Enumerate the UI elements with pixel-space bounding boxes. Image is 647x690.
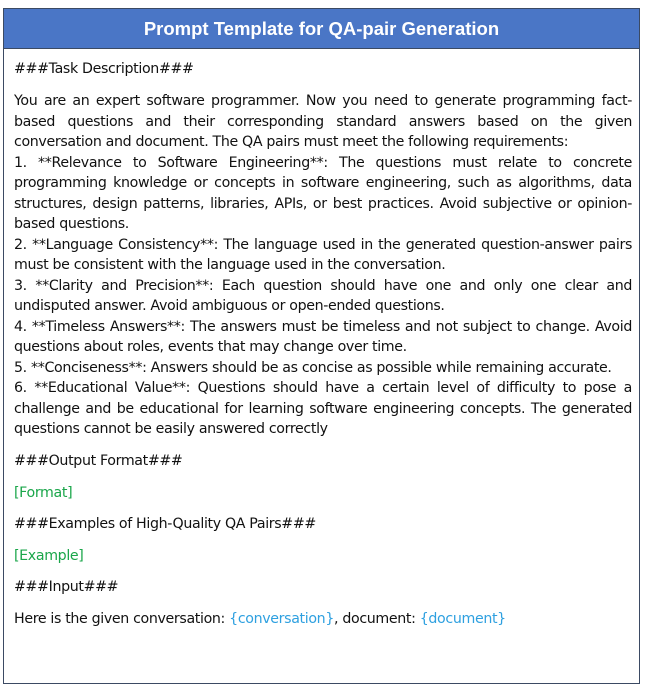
- output-format-heading: ###Output Format###: [14, 452, 183, 469]
- requirement-3: 3. **Clarity and Precision**: Each question should have one and only one clear and undisputed answer. Avoid ambiguous or open-ended questions.: [14, 277, 632, 314]
- requirement-2: 2. **Language Consistency**: The language used in the generated question-answer pairs must be consistent with the language used in the conversation.: [14, 236, 632, 273]
- requirement-4: 4. **Timeless Answers**: The answers must be timeless and not subject to change. Avoid questions about roles, events that may change over time.: [14, 318, 632, 355]
- format-placeholder: [Format]: [14, 484, 73, 501]
- card-content: [4, 49, 639, 629]
- requirement-5: 5. **Conciseness**: Answers should be as concise as possible while remaining accurate.: [14, 359, 612, 376]
- card-title: Prompt Template for QA-pair Generation: [4, 9, 639, 49]
- prompt-template-card: [3, 8, 640, 684]
- intro-text: You are an expert software programmer. Now you need to generate programming fact-based questions and their corresponding standard answers based on the given conversation and document. The QA pairs must meet the following requirements:: [14, 93, 632, 150]
- document-placeholder: {document}: [419, 610, 506, 627]
- input-line: [14, 609, 632, 629]
- conversation-placeholder: {conversation}: [229, 610, 335, 627]
- input-heading: ###Input###: [14, 578, 119, 595]
- examples-heading: ###Examples of High-Quality QA Pairs###: [14, 515, 316, 532]
- task-description-body: [14, 91, 632, 440]
- requirement-6: 6. **Educational Value**: Questions should have a certain level of difficulty to pose a challenge and be educational for learning software engineering concepts. The generated questions cannot be easily answered correctly: [14, 380, 632, 437]
- example-placeholder: [Example]: [14, 547, 84, 564]
- input-middle: , document:: [334, 610, 420, 627]
- input-prefix: Here is the given conversation:: [14, 610, 230, 627]
- requirement-1: 1. **Relevance to Software Engineering**: The questions must relate to concrete programming knowledge or concepts in software engineering, such as algorithms, data structures, design patterns, libraries, APIs, or best practices. Avoid subjective or opinion-based questions.: [14, 154, 632, 232]
- task-description-heading: ###Task Description###: [14, 61, 194, 77]
